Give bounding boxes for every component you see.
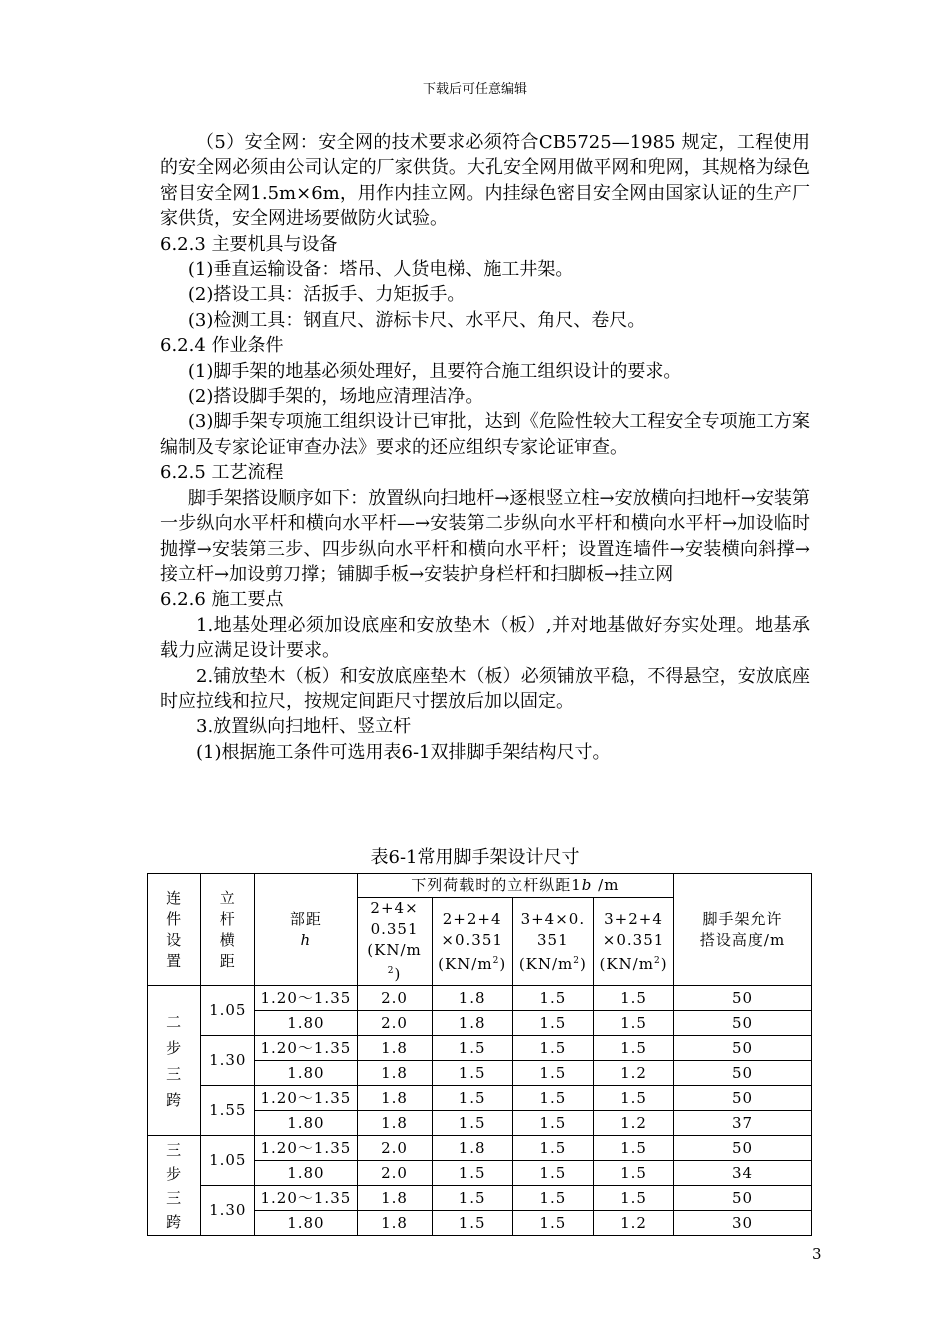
section-heading-6-2-4: 6.2.4 作业条件 [160,335,284,357]
load-3-formula: 3+4×0.351 [520,909,586,949]
cell-v4: 1.5 [593,986,673,1011]
paragraph-624-2: (2)搭设脚手架的，场地应清理洁净。 [187,386,484,408]
cell-height: 34 [674,1161,812,1186]
cell-v4: 1.5 [593,1186,673,1211]
cell-v1: 2.0 [357,1136,432,1161]
cell-v2: 1.8 [432,986,512,1011]
load-3-unit: $(KN/m^2)$ [518,954,587,973]
paragraph-626-2: 2.铺放垫木（板）和安放底座垫木（板）必须铺放平稳，不得悬空，安放底座时应拉线和拉尺，按规定间距尺寸摆放后加以固定。 [160,665,810,712]
cell-v3: 1.5 [512,1186,593,1211]
cell-height: 37 [674,1111,812,1136]
cell-v4: 1.5 [593,1011,673,1036]
cell-v1: 1.8 [357,1211,432,1236]
ligan-value: 1.30 [201,1186,255,1236]
cell-height: 30 [674,1211,812,1236]
cell-v2: 1.5 [432,1111,512,1136]
cell-v1: 2.0 [357,1011,432,1036]
cell-v3: 1.5 [512,986,593,1011]
cell-v1: 2.0 [357,986,432,1011]
ligan-value: 1.55 [201,1086,255,1136]
load-1-formula: 2+4×0.351 [370,899,419,938]
cell-v4: 1.5 [593,1136,673,1161]
cell-v4: 1.2 [593,1211,673,1236]
cell-v3: 1.5 [512,1061,593,1086]
document-body [160,130,810,765]
table-row [148,1036,812,1061]
cell-h: 1.20～1.35 [255,1186,357,1211]
header-lianjian: 连件设置 [148,874,201,986]
load-2-formula: 2+2+4×0.351 [441,909,503,949]
section-heading-6-2-3: 6.2.3 主要机具与设备 [160,233,338,255]
header-load-2 [432,898,512,986]
paragraph-623-3: (3)检测工具：钢直尺、游标卡尺、水平尺、角尺、卷尺。 [187,309,646,331]
cell-h: 1.20～1.35 [255,1036,357,1061]
paragraph-624-1: (1)脚手架的地基必须处理好，且要符合施工组织设计的要求。 [187,360,682,382]
header-load-symbol: b [581,876,593,894]
header-buju-symbol: h [300,930,312,949]
cell-v4: 1.2 [593,1111,673,1136]
cell-h: 1.80 [255,1211,357,1236]
paragraph-623-2: (2)搭设工具：活扳手、力矩扳手。 [187,284,466,306]
cell-height: 50 [674,1011,812,1036]
cell-h: 1.80 [255,1161,357,1186]
cell-v2: 1.8 [432,1136,512,1161]
paragraph-623-1: (1)垂直运输设备：塔吊、人货电梯、施工井架。 [187,259,574,281]
group-label: 三步三跨 [148,1136,201,1236]
cell-v3: 1.5 [512,1011,593,1036]
header-load-group-label: 下列荷载时的立杆纵距1 [411,876,582,894]
paragraph-safety-net: （5）安全网：安全网的技术要求必须符合CB5725—1985 规定，工程使用的安全网必须由公司认定的厂家供货。大孔安全网用做平网和兜网，其规格为绿色密目安全网1.5m×6m，用作内挂立网。内挂绿色密目安全网由国家认证的生产厂家供货，安全网进场要做防火试验。 [160,132,810,230]
load-1-unit: $(KN/m^2)$ [367,941,422,983]
load-4-unit: $(KN/m^2)$ [599,954,668,973]
cell-v4: 1.5 [593,1161,673,1186]
table-row [148,1086,812,1111]
table-row [148,986,812,1011]
cell-h: 1.80 [255,1111,357,1136]
cell-v3: 1.5 [512,1211,593,1236]
cell-v3: 1.5 [512,1161,593,1186]
group-label: 二步三跨 [148,986,201,1136]
cell-height: 50 [674,1186,812,1211]
page-number: 3 [812,1245,822,1263]
page-header: 下载后可任意编辑 [422,82,527,97]
section-heading-6-2-6: 6.2.6 施工要点 [160,589,284,611]
ligan-value: 1.05 [201,986,255,1036]
cell-v2: 1.5 [432,1186,512,1211]
paragraph-626-3: 3.放置纵向扫地杆、竖立杆 [196,716,412,738]
header-load-unit: /m [592,876,620,894]
cell-v2: 1.5 [432,1161,512,1186]
header-buju-label: 部距 [289,909,322,928]
cell-v2: 1.5 [432,1086,512,1111]
cell-h: 1.20～1.35 [255,1136,357,1161]
ligan-value: 1.05 [201,1136,255,1186]
section-heading-6-2-5: 6.2.5 工艺流程 [160,462,284,484]
cell-v1: 1.8 [357,1061,432,1086]
cell-v2: 1.5 [432,1211,512,1236]
header-load-4 [593,898,673,986]
header-buju [255,874,357,986]
load-2-unit: $(KN/m^2)$ [438,954,507,973]
cell-height: 50 [674,1061,812,1086]
table-caption: 表6-1常用脚手架设计尺寸 [370,847,580,868]
cell-v1: 2.0 [357,1161,432,1186]
cell-v4: 1.2 [593,1061,673,1086]
header-ligan: 立杆横距 [201,874,255,986]
cell-height: 50 [674,1036,812,1061]
table-row [148,1186,812,1211]
header-load-group [357,874,674,898]
cell-v1: 1.8 [357,1186,432,1211]
cell-height: 50 [674,1136,812,1161]
cell-height: 50 [674,986,812,1011]
header-load-1 [357,898,432,986]
paragraph-624-3: (3)脚手架专项施工组织设计已审批，达到《危险性较大工程安全专项施工方案编制及专家论证审查办法》要求的还应组织专家论证审查。 [160,411,810,458]
header-height: 脚手架允许搭设高度/m [674,874,812,986]
cell-v1: 1.8 [357,1111,432,1136]
table-row [148,1136,812,1161]
ligan-value: 1.30 [201,1036,255,1086]
paragraph-626-1: 1.地基处理必须加设底座和安放垫木（板）,并对地基做好夯实处理。地基承载力应满足设计要求。 [160,614,810,662]
cell-v1: 1.8 [357,1086,432,1111]
cell-height: 50 [674,1086,812,1111]
cell-v3: 1.5 [512,1086,593,1111]
cell-v3: 1.5 [512,1136,593,1161]
cell-v2: 1.8 [432,1011,512,1036]
paragraph-625-1: 脚手架搭设顺序如下：放置纵向扫地杆→逐根竖立柱→安放横向扫地杆→安装第一步纵向水平杆和横向水平杆—→安装第二步纵向水平杆和横向水平杆→加设临时抛撑→安装第三步、四步纵向水平杆和横向水平杆；设置连墙件→安装横向斜撑→接立杆→加设剪刀撑；铺脚手板→安装护身栏杆和扫脚板→挂立网 [160,487,810,585]
cell-v3: 1.5 [512,1111,593,1136]
cell-h: 1.80 [255,1061,357,1086]
cell-v3: 1.5 [512,1036,593,1061]
scaffold-spec-table [147,873,812,1236]
paragraph-626-4: (1)根据施工条件可选用表6-1双排脚手架结构尺寸。 [196,741,611,763]
cell-v4: 1.5 [593,1086,673,1111]
cell-v4: 1.5 [593,1036,673,1061]
cell-v2: 1.5 [432,1036,512,1061]
header-load-3 [512,898,593,986]
cell-h: 1.20～1.35 [255,1086,357,1111]
cell-v2: 1.5 [432,1061,512,1086]
cell-v1: 1.8 [357,1036,432,1061]
cell-h: 1.20～1.35 [255,986,357,1011]
cell-h: 1.80 [255,1011,357,1036]
load-4-formula: 3+2+4×0.351 [602,909,665,949]
